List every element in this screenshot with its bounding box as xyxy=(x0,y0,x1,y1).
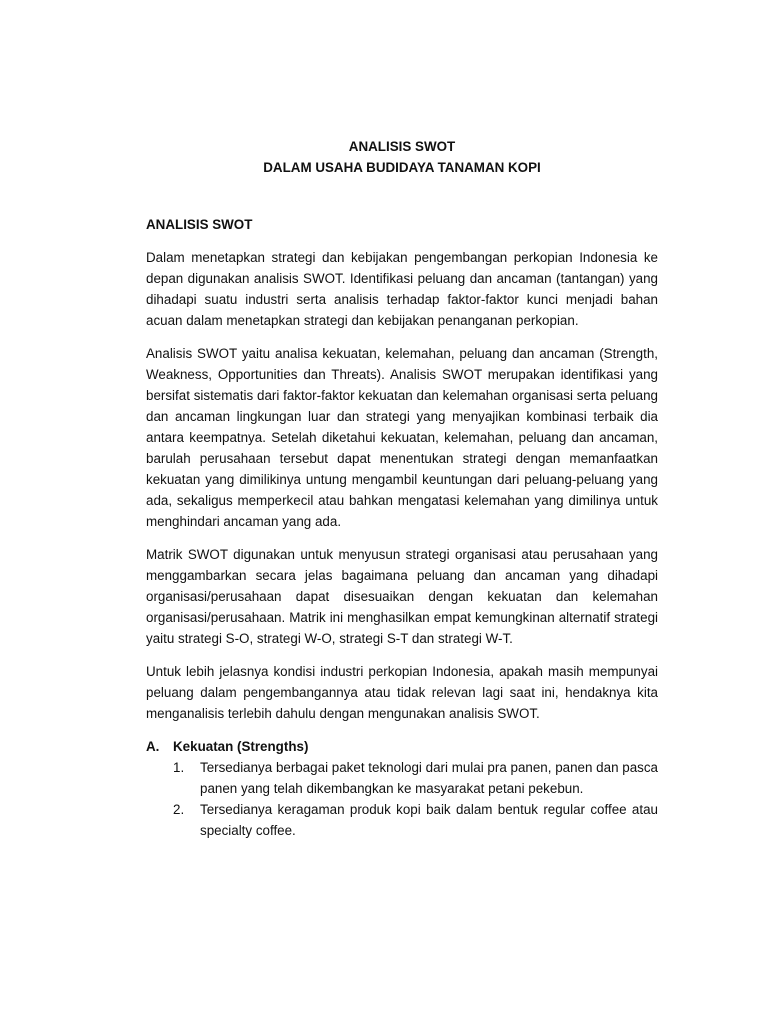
list-item xyxy=(173,799,658,841)
paragraph-swot-matrix: Matrik SWOT digunakan untuk menyusun strategi organisasi atau perusahaan yang menggambarkan secara jelas bagaimana peluang dan ancaman yang dihadapi organisasi/perusahaan dapat disesuaikan dengan kekuatan dan kelemahan organisasi/perusahaan. Matrik ini menghasilkan empat kemungkinan alternatif strategi yaitu strategi S-O, strategi W-O, strategi S-T dan strategi W-T. xyxy=(146,547,658,646)
subsection-title: Kekuatan (Strengths) xyxy=(173,739,309,754)
paragraph-swot-definition: Analisis SWOT yaitu analisa kekuatan, kelemahan, peluang dan ancaman (Strength, Weakness, Opportunities dan Threats). Analisis SWOT merupakan identifikasi yang bersifat sistematis dari faktor-faktor kekuatan dan kelemahan organisasi serta peluang dan ancaman lingkungan luar dan strategi yang menyajikan kombinasi terbaik dia antara keempatnya. Setelah diketahui kekuatan, kelemahan, peluang dan ancaman, barulah perusahaan tersebut dapat menentukan strategi dengan memanfaatkan kekuatan yang dimilikinya untung mengambil keuntungan dari peluang-peluang yang ada, sekaligus memperkecil atau bahkan mengatasi kelemahan yang dimilinya untuk menghindari ancaman yang ada. xyxy=(146,346,658,529)
paragraph-intro: Dalam menetapkan strategi dan kebijakan pengembangan perkopian Indonesia ke depan digunakan analisis SWOT. Identifikasi peluang dan ancaman (tantangan) yang dihadapi suatu industri serta analisis terhadap faktor-faktor kunci menjadi bahan acuan dalam menetapkan strategi dan kebijakan penanganan perkopian. xyxy=(146,250,658,328)
section-heading: ANALISIS SWOT xyxy=(146,217,253,232)
subsection-marker: A. xyxy=(146,739,160,754)
list-item-number: 1. xyxy=(173,760,185,775)
list-item-text: Tersedianya berbagai paket teknologi dari mulai pra panen, panen dan pasca panen yang telah dikembangkan ke masyarakat petani pekebun. xyxy=(200,760,658,796)
list-item-number: 2. xyxy=(173,802,185,817)
subsection-heading xyxy=(146,736,658,757)
document-subtitle: DALAM USAHA BUDIDAYA TANAMAN KOPI xyxy=(263,160,541,175)
document-content xyxy=(146,136,658,841)
list-item xyxy=(173,757,658,799)
paragraph-conclusion: Untuk lebih jelasnya kondisi industri perkopian Indonesia, apakah masih mempunyai peluang dalam pengembangannya atau tidak relevan lagi saat ini, hendaknya kita menganalisis terlebih dahulu dengan mengunakan analisis SWOT. xyxy=(146,664,658,721)
list-item-text: Tersedianya keragaman produk kopi baik dalam bentuk regular coffee atau specialty coffee. xyxy=(200,802,658,838)
strengths-list xyxy=(146,757,658,841)
document-title: ANALISIS SWOT xyxy=(348,139,456,154)
